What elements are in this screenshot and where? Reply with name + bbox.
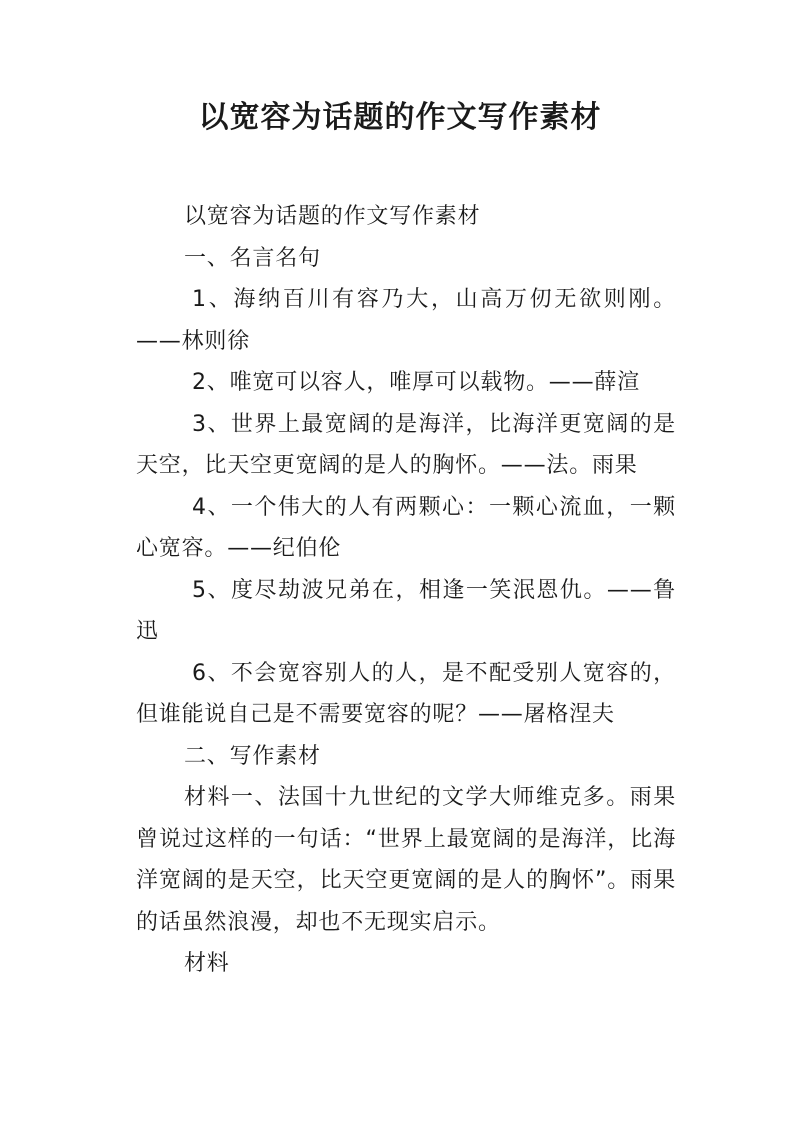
quote-item-3: 3、世界上最宽阔的是海洋，比海洋更宽阔的是天空，比天空更宽阔的是人的胸怀。——法。雨果	[136, 411, 676, 478]
quote-item-2: 2、唯宽可以容人，唯厚可以载物。——薛渲	[192, 370, 640, 395]
quote-item-4: 4、一个伟大的人有两颗心：一颗心流血，一颗心宽容。——纪伯伦	[136, 494, 676, 561]
document-title: 以宽容为话题的作文写作素材	[198, 100, 602, 135]
document-subtitle: 以宽容为话题的作文写作素材	[184, 204, 481, 229]
material-paragraph-1: 材料一、法国十九世纪的文学大师维克多。雨果曾说过这样的一句话：“世界上最宽阔的是海洋，比海洋宽阔的是天空，比天空更宽阔的是人的胸怀”。雨果的话虽然浪漫，却也不无现实启示。	[136, 785, 676, 935]
section-heading-materials: 二、写作素材	[184, 743, 321, 769]
quote-item-5: 5、度尽劫波兄弟在，相逢一笑泯恩仇。——鲁迅	[136, 577, 676, 644]
quote-item-6: 6、不会宽容别人的人，是不配受别人宽容的，但谁能说自己是不需要宽容的呢？——屠格涅夫	[136, 660, 676, 727]
document-body	[136, 196, 676, 985]
section-heading-quotes: 一、名言名句	[184, 245, 321, 271]
quote-item-1: 1、海纳百川有容乃大，山高万仞无欲则刚。——林则徐	[136, 287, 676, 354]
material-paragraph-2: 材料	[184, 951, 230, 976]
